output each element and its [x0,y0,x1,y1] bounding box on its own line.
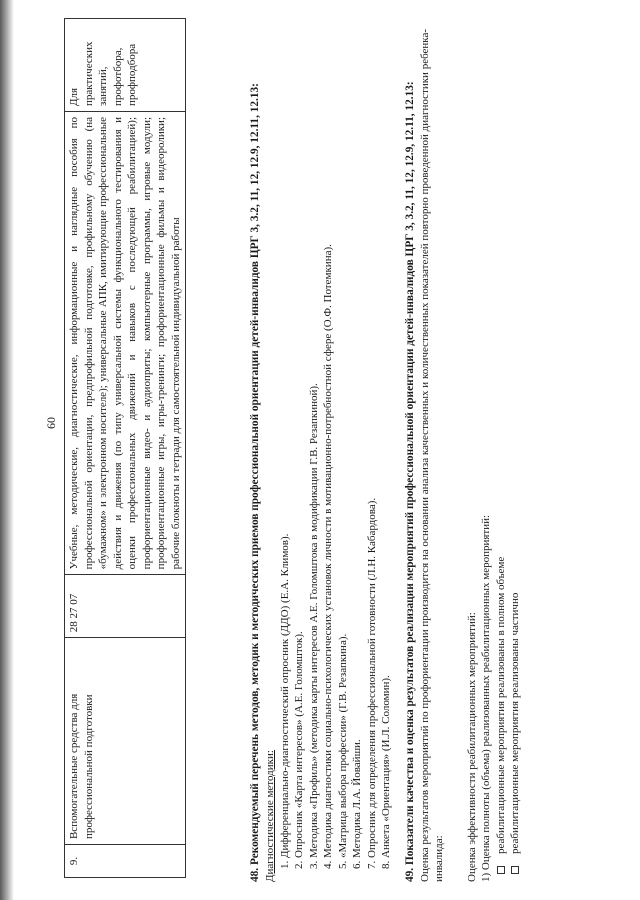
checkbox-label: реабилитационные мероприятия реализованы частично [509,592,521,854]
aid-purpose: Для практических занятий, профотбора, профподбора [65,19,186,112]
evaluation-item: 1) Оценка полноты (объема) реализованных реабилитационных мероприятий: [480,514,492,882]
checkbox-icon [511,866,519,874]
page-number: 60 [44,417,58,429]
checkbox-label: реабилитационные мероприятия реализованы в полном объеме [494,556,507,854]
checkbox-line [494,14,509,882]
evaluation-title: Оценка эффективности реабилитационных мероприятий: [465,612,478,882]
spacer [394,14,403,882]
list-item: 6. Методика Л.А. Йовайши. [350,14,365,858]
table-row [65,19,186,878]
diagnostic-methods-subheading: Диагностические методики: [264,750,276,882]
list-item: 1. Дифференциально-диагностический опросник (ДДО) (Е.А. Климов). [278,14,293,858]
methods-list [278,14,394,882]
row-number: 9. [65,845,186,878]
aid-code: 28 27 07 [65,575,186,638]
list-item: 7. Опросник для определения профессиональной готовности (Л.Н. Кабардова). [365,14,380,858]
document-body [248,14,523,882]
list-item: 4. Методика диагностики социально-психологических установок личности в мотивационно-потребностной сфере (О.Ф. Потемкина). [321,14,336,858]
aid-content: Учебные, методические, диагностические, информационные и наглядные пособия по профессиональной ориентации, предпрофильной подготовке, профильному обучению (на «бумажном» и электронном носителе); универсальные АПК, имитирующие профессиональные действия и движения (по типу универсальной системы функционального тестирования и оценки профессиональных движений и навыков с последующей реабилитацией); профориентационные видео- и аудиоприты; компьютерные программы, игровые модули; профориентационные игры, игры-тренинги; профориентационные фильмы и видеоролики; рабочие блокноты и тетради для самостоятельной индивидуальной работы [65,111,186,574]
list-item: 8. Анкета «Ориентация» (И.Л. Соломин). [379,14,394,858]
section-49-heading: 49. Показатели качества и оценка результатов реализации мероприятий профессиональной ориентации детей-инвалидов ЦРГ 3, 3.2, 11, 12, 12.9, 12.11, 12.13: [403,81,416,882]
section-48-heading: 48. Рекомендуемый перечень методов, методик и методических приемов профессиональной ориентации детей-инвалидов ЦРГ 3, 3.2, 11, 12, 12.9, 12.11, 12.13: [249,83,261,882]
list-item: 3. Методика «Профиль» (методика карты интересов А.Е. Голомштока в модификации Г.В. Резапкиной). [307,14,322,858]
checkbox-line [508,14,523,882]
checkbox-icon [497,866,505,874]
spacer [447,14,465,882]
aid-name: Вспомогательные средства для профессиональной подготовки [65,638,186,845]
list-item: 2. Опросник «Карта интересов» (А.Е. Голомшток). [292,14,307,858]
aids-table [64,18,186,878]
section-49-text: Оценка результатов мероприятий по профориентации производится на основании анализа качественных и количественных показателей повторно проведенной диагностики ребенка-инвалида: [418,28,445,882]
list-item: 5. «Матрица выбора профессии» (Г.В. Резапкина). [336,14,351,858]
